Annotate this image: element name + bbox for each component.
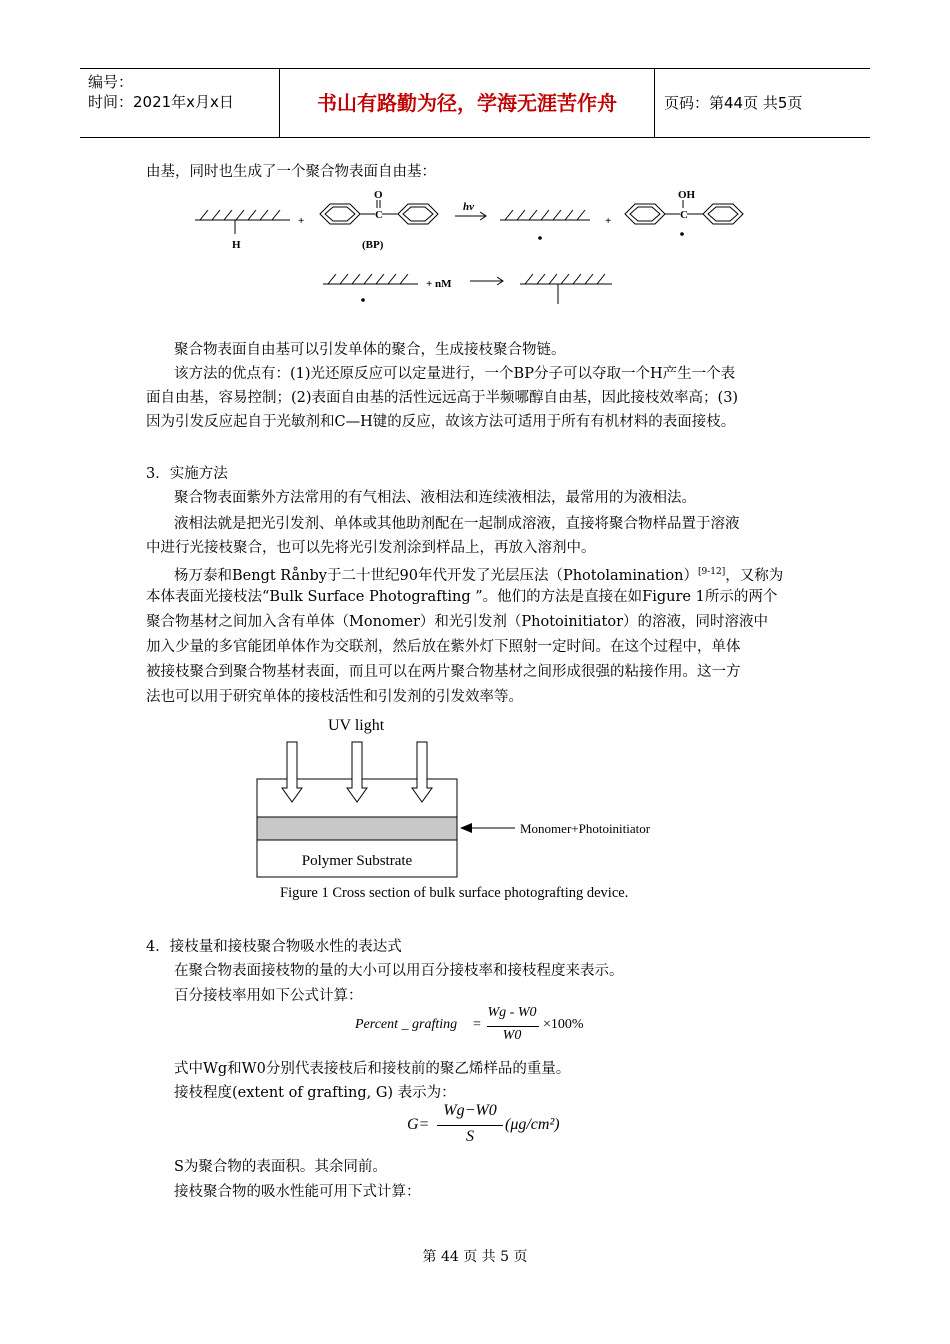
formula-1-denominator: W0 [502,1028,522,1043]
oh-label: OH [678,189,696,201]
formula-1-numerator: Wg - W0 [487,1005,537,1020]
formula-2-numerator: Wg−W0 [443,1102,497,1119]
uv-arrow-1 [282,742,302,802]
formula-2-denominator: S [466,1128,474,1145]
section-4-title: 4．接枝量和接枝聚合物吸水性的表达式 [146,939,402,955]
uv-arrow-2 [347,742,367,802]
plus-sign-1: + [298,215,305,227]
section-4-para-2: 百分接枝率用如下公式计算： [174,988,363,1004]
page-footer: 第 44 页 共 5 页 [422,1249,528,1265]
advantages-line-2: 面自由基，容易控制；(2)表面自由基的活性远远高于半频哪醇自由基，因此接枝效率高；(3) [146,390,739,406]
advantages-line-3: 因为引发反应起自于光敏剂和C—H键的反应，故该方法可适用于所有有机材料的表面接枝。 [146,414,736,430]
formula-1-rhs: ×100% [543,1017,584,1032]
reaction-scheme [180,186,780,311]
hv-label: hv [463,201,474,213]
formula-2-unit: (μg/cm²) [505,1116,560,1133]
section-3-para-3-line-3: 聚合物基材之间加入含有单体（Monomer）和光引发剂（Photoinitiator）的溶液，同时溶液中 [146,614,768,630]
section-4-para-3: 式中Wg和W0分别代表接枝后和接枝前的聚乙烯样品的重量。 [174,1061,571,1077]
radical-dot-2 [680,232,684,236]
plus-sign-2: + [605,215,612,227]
extent-of-grafting-formula [407,1102,607,1150]
para-3-text: 杨万泰和Bengt Rånby于二十世纪90年代开发了光层压法（Photolamination） [174,567,699,584]
formula-1-lhs: Percent _ grafting [355,1017,458,1032]
section-4-para-6: 接枝聚合物的吸水性能可用下式计算： [174,1184,421,1200]
carbon-label-2: C [680,209,688,221]
doc-number-label: 编号： [88,73,134,91]
oxygen-label: O [374,189,383,201]
uv-light-label: UV light [328,717,385,734]
citation-ref: [9-12] [698,567,726,577]
para-3-text-tail: ，又称为 [725,567,784,584]
section-3-para-3-line-1 [146,560,834,588]
percent-grafting-formula [355,1005,605,1049]
header-motto: 书山有路勤为径，学海无涯苦作舟 [280,69,655,137]
uv-arrow-3 [412,742,432,802]
section-3-para-1: 聚合物表面紫外方法常用的有气相法、液相法和连续液相法，最常用的为液相法。 [174,490,696,506]
section-3-para-3-line-4: 加入少量的多官能团单体作为交联剂，然后放在紫外灯下照射一定时间。在这个过程中，单体 [146,639,741,655]
formula-1-fraction-bar [487,1026,539,1027]
radical-dot-1 [538,236,542,240]
section-4-para-5: S为聚合物的表面积。其余同前。 [174,1159,387,1175]
pointer-arrowhead [460,823,472,833]
formula-2-fraction-bar [437,1125,503,1126]
formula-2-lhs: G= [407,1116,430,1133]
intro-line: 由基，同时也生成了一个聚合物表面自由基： [146,164,436,180]
monomer-photoinitiator-label: Monomer+Photoinitiator [520,821,651,836]
section-3-title: 3．实施方法 [146,466,228,482]
section-3-para-2-line-1: 液相法就是把光引发剂、单体或其他助剂配在一起制成溶液，直接将聚合物样品置于溶液 [174,516,740,532]
monomer-layer [257,817,457,840]
bp-label: (BP) [362,239,384,251]
polymer-substrate-label: Polymer Substrate [301,853,413,869]
section-3-para-3-line-2: 本体表面光接枝法“Bulk Surface Photografting ”。他们的方法是直接在如Figure 1所示的两个 [146,589,778,605]
radical-dot-3 [361,298,365,302]
section-4-para-1: 在聚合物表面接枝物的量的大小可以用百分接枝率和接枝程度来表示。 [174,963,624,979]
header-meta [80,69,280,137]
figure-1-caption: Figure 1 Cross section of bulk surface photografting device. [280,885,629,901]
section-4-para-4: 接枝程度(extent of grafting, G) 表示为： [174,1085,456,1101]
advantages-line-1: 该方法的优点有：(1)光还原反应可以定量进行，一个BP分子可以夺取一个H产生一个表 [174,366,736,382]
nm-label: + nM [426,278,452,290]
figure-1-diagram [250,712,680,882]
h-atom-label: H [232,239,241,251]
carbon-label: C [375,209,383,221]
doc-date-label: 时间：2021年x月x日 [88,93,234,111]
page-header [80,68,870,138]
formula-1-equals: = [473,1017,481,1032]
section-3-para-3-line-5: 被接枝聚合到聚合物基材表面，而且可以在两片聚合物基材之间形成很强的粘接作用。这一方 [146,664,741,680]
header-page-number: 页码：第44页 共5页 [664,94,803,112]
paragraph-1: 聚合物表面自由基可以引发单体的聚合，生成接枝聚合物链。 [174,342,566,358]
section-3-para-3-line-6: 法也可以用于研究单体的接枝活性和引发剂的引发效率等。 [146,689,523,705]
section-3-para-2-line-2: 中进行光接枝聚合，也可以先将光引发剂涂到样品上，再放入溶剂中。 [146,540,596,556]
